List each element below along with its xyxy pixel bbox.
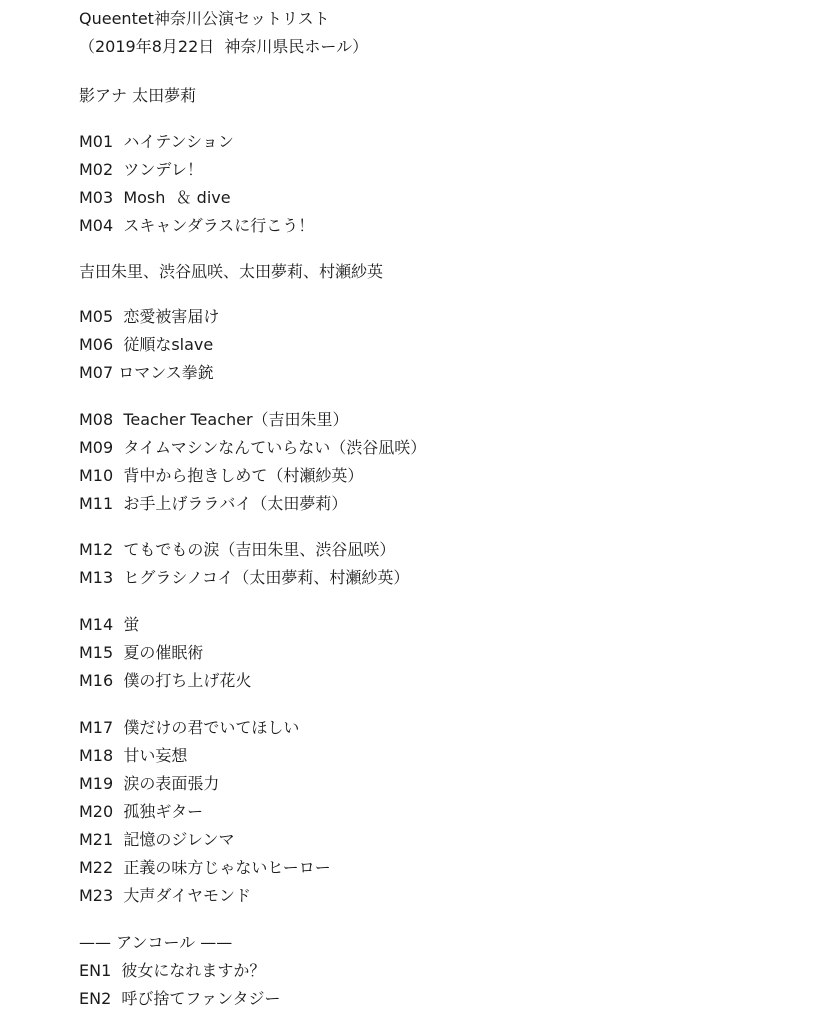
setlist-item: M10 背中から抱きしめて（村瀬紗英）	[79, 466, 364, 485]
setlist-item: EN2 呼び捨てファンタジー	[79, 989, 281, 1008]
setlist-item: M06 従順なslave	[79, 335, 214, 354]
setlist-item: M15 夏の催眠術	[79, 643, 204, 662]
setlist-item: M20 孤独ギター	[79, 802, 204, 821]
setlist-item: M13 ヒグラシノコイ（太田夢莉、村瀬紗英）	[79, 568, 410, 587]
setlist-item: EN1 彼女になれますか？	[79, 961, 266, 980]
encore-header: —— アンコール ——	[79, 933, 233, 952]
setlist-item: M05 恋愛被害届け	[79, 307, 220, 326]
setlist-item: M21 記憶のジレンマ	[79, 830, 235, 849]
setlist-item: M14 蛍	[79, 615, 140, 634]
unit-members: 吉田朱里、渋谷凪咲、太田夢莉、村瀬紗英	[79, 262, 384, 281]
setlist-item: M04 スキャンダラスに行こう！	[79, 216, 315, 235]
setlist-item: M03 Mosh ＆ dive	[79, 188, 231, 207]
setlist-item: M02 ツンデレ！	[79, 160, 204, 179]
setlist-item: M08 Teacher Teacher（吉田朱里）	[79, 410, 349, 429]
setlist-item: M01 ハイテンション	[79, 132, 234, 151]
document-title: Queentet神奈川公演セットリスト	[79, 9, 330, 28]
setlist-item: M09 タイムマシンなんていらない（渋谷凪咲）	[79, 438, 427, 457]
shadow-announcer: 影アナ 太田夢莉	[79, 86, 197, 105]
setlist-item: M12 てもでもの涙（吉田朱里、渋谷凪咲）	[79, 540, 396, 559]
setlist-item: M19 涙の表面張力	[79, 774, 220, 793]
setlist-item: M11 お手上げララバイ（太田夢莉）	[79, 494, 348, 513]
setlist-item: M07 ロマンス拳銃	[79, 363, 214, 382]
setlist-item: M18 甘い妄想	[79, 746, 188, 765]
event-date-venue: （2019年8月22日 神奈川県民ホール）	[79, 37, 369, 56]
setlist-item: M23 大声ダイヤモンド	[79, 886, 252, 905]
setlist-item: M17 僕だけの君でいてほしい	[79, 718, 300, 737]
setlist-item: M16 僕の打ち上げ花火	[79, 671, 252, 690]
setlist-item: M22 正義の味方じゃないヒーロー	[79, 858, 331, 877]
